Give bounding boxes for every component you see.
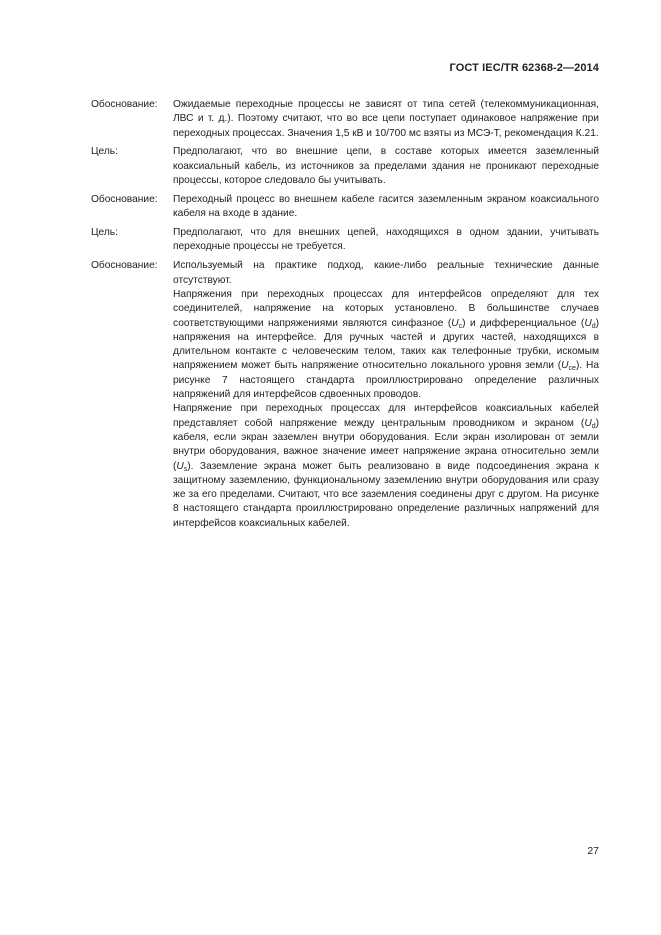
text-run: ). Заземление экрана может быть реализовано в виде подсоединения экрана к защитному заземлению, функциональному заземлению внутри оборудования или сразу же за его пределами. Считают, что все заземления соединены друг с другом. На рисунке 8 настоящего стандарта проиллюстрировано определение различных напряжений для интерфейсов коаксиальных кабелей. bbox=[173, 460, 599, 529]
symbol-u: U bbox=[584, 317, 592, 329]
purpose-row bbox=[91, 226, 599, 255]
symbol-subscript: d bbox=[591, 322, 596, 330]
rationale-row bbox=[91, 259, 599, 531]
text-run: Напряжение при переходных процессах для интерфейсов коаксиальных кабелей представляет собой напряжение между центральным проводником и экраном ( bbox=[173, 403, 599, 429]
rationale-row bbox=[91, 193, 599, 222]
text-run: ) напряжения на интерфейсе. Для ручных частей и других частей, находящихся в длительном контакте с человеческим телом, таких как телефонные трубки, искомым напряжением может быть напряжение относительно локального уровня земли ( bbox=[173, 317, 599, 372]
row-label: Цель: bbox=[91, 146, 118, 158]
text-run: ) кабеля, если экран заземлен внутри оборудования. Если экран изолирован от земли внутри оборудования, важное значение имеет напряжение экрана относительно земли ( bbox=[173, 417, 599, 472]
row-text: Предполагают, что для внешних цепей, находящихся в одном здании, учитывать переходные процессы не требуется. bbox=[173, 227, 599, 253]
row-label: Цель: bbox=[91, 227, 118, 239]
row-text bbox=[173, 259, 599, 531]
paragraph: Используемый на практике подход, какие-либо реальные технические данные отсутствуют. bbox=[173, 260, 599, 286]
row-text: Ожидаемые переходные процессы не зависят от типа сетей (телекоммуникационная, ЛВС и т. д.). Поэтому считают, что во все цепи поступает одинаковое напряжение при переходных процессах. Значения 1,5 кВ и 10/700 мс взяты из МСЭ-Т, рекомендация К.21. bbox=[173, 99, 599, 139]
text-run: Напряжения при переходных процессах для интерфейсов определяют для тех соединителей, напряжение на которых установлено. В большинстве случаев соответствующими напряжениями являются синфазное ( bbox=[173, 288, 599, 329]
paragraph-twisted-pair-voltages bbox=[173, 288, 599, 402]
symbol-u: U bbox=[561, 360, 569, 372]
document-body bbox=[91, 98, 599, 536]
page-number: 27 bbox=[587, 845, 599, 857]
symbol-subscript: c bbox=[458, 322, 463, 330]
document-standard-header: ГОСТ IEC/TR 62368-2—2014 bbox=[449, 62, 599, 74]
row-label: Обоснование: bbox=[91, 193, 158, 205]
row-text: Переходный процесс во внешнем кабеле гасится заземленным экраном коаксиального кабеля на входе в здание. bbox=[173, 193, 599, 220]
symbol-u: U bbox=[584, 417, 592, 429]
row-text: Предполагают, что во внешние цепи, в составе которых имеется заземленный коаксиальный кабель, из источников за пределами здания не проникают переходные процессы, которое следовало бы учитывать. bbox=[173, 146, 599, 187]
row-label: Обоснование: bbox=[91, 260, 158, 272]
text-run: ). На рисунке 7 настоящего стандарта проиллюстрировано определение различных напряжений для интерфейсов сдвоенных проводов. bbox=[173, 360, 599, 401]
paragraph-coaxial-voltages bbox=[173, 402, 599, 531]
purpose-row bbox=[91, 145, 599, 188]
rationale-row bbox=[91, 98, 599, 141]
row-label: Обоснование: bbox=[91, 99, 158, 110]
symbol-subscript: ce bbox=[568, 365, 576, 373]
symbol-u: U bbox=[176, 460, 184, 472]
symbol-u: U bbox=[451, 317, 459, 329]
symbol-subscript: d bbox=[591, 422, 596, 430]
text-run: ) и дифференциальное ( bbox=[462, 317, 585, 329]
symbol-subscript: s bbox=[183, 465, 188, 473]
